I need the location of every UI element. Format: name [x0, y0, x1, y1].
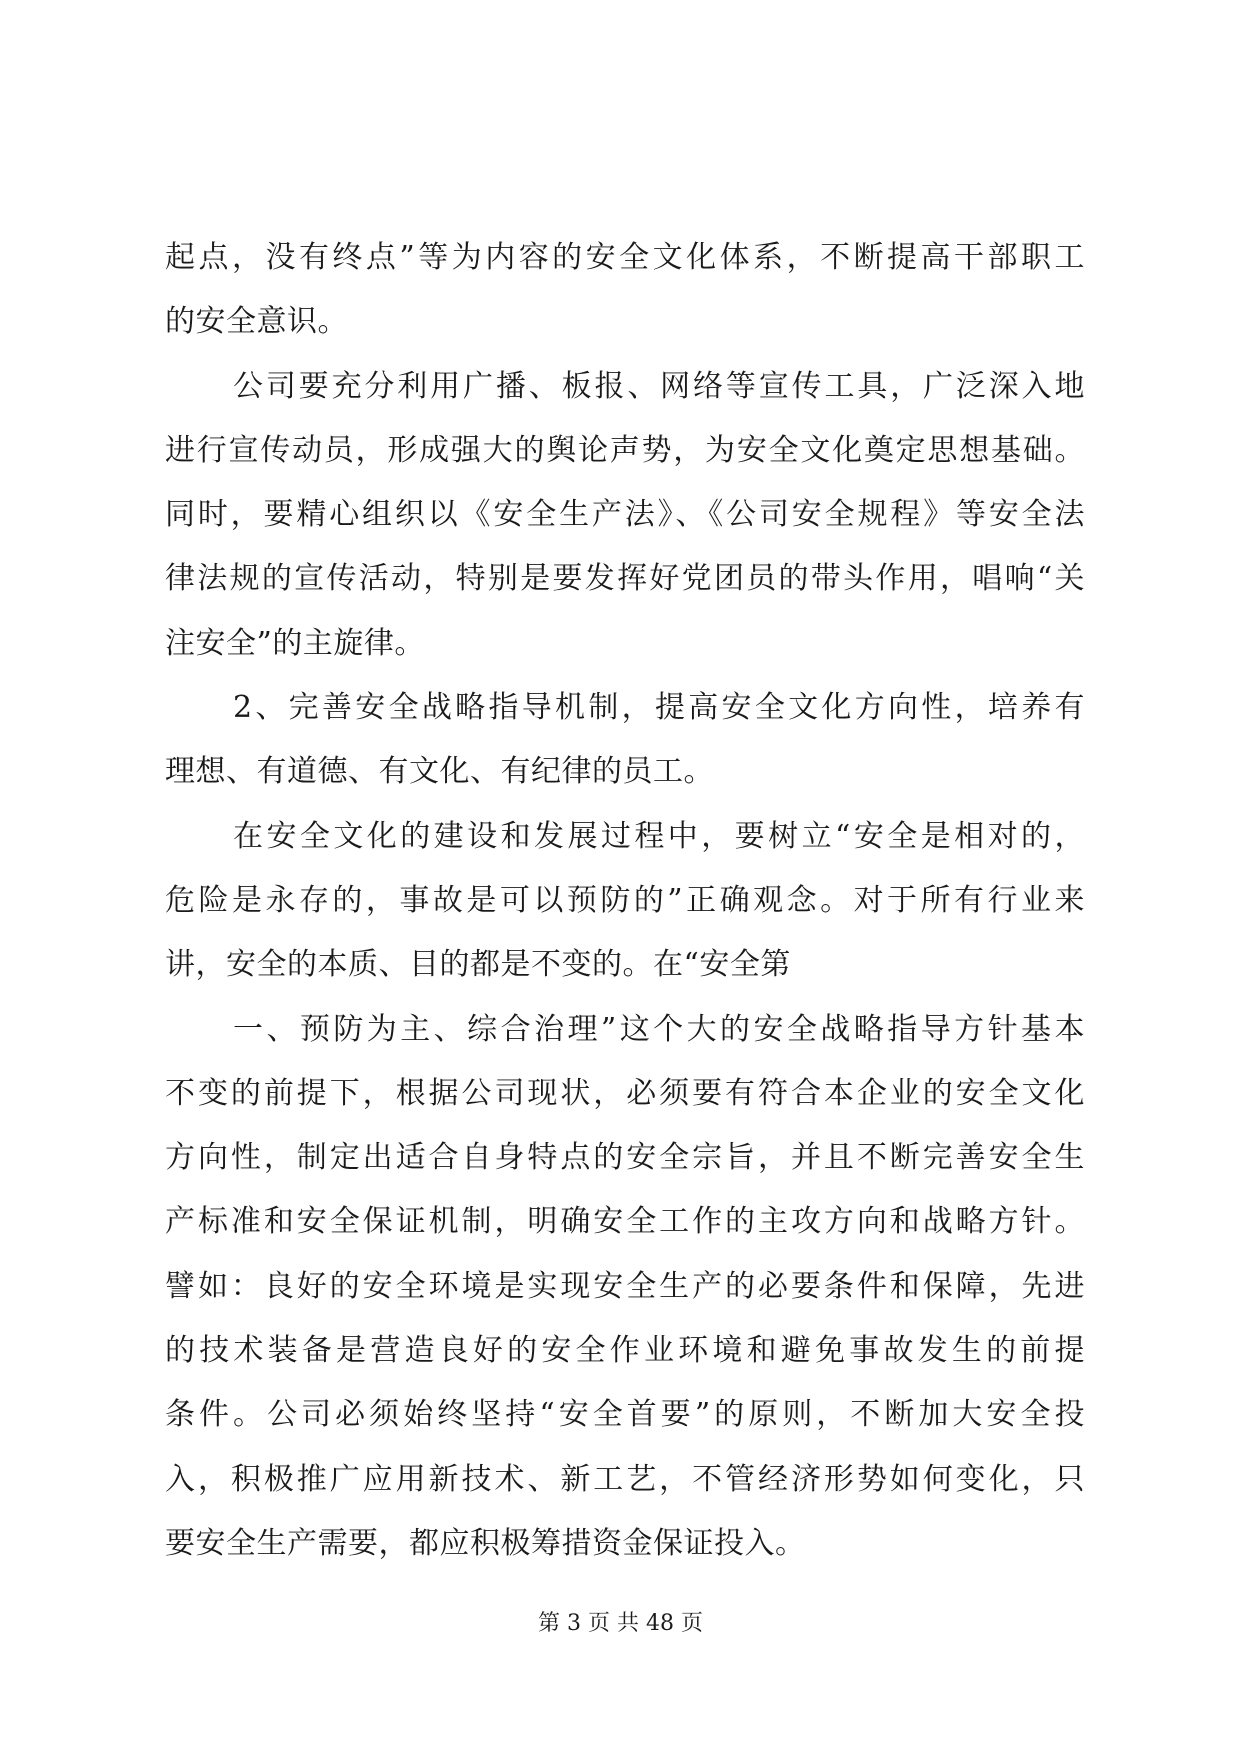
text-line: 2、完善安全战略指导机制，提高安全文化方向性，培养有	[233, 690, 1085, 726]
text-line: 譬如：良好的安全环境是实现安全生产的必要条件和保障，先进	[165, 1268, 1085, 1304]
text-line: 入，积极推广应用新技术、新工艺，不管经济形势如何变化，只	[165, 1461, 1085, 1497]
text-line: 注安全”的主旋律。	[165, 625, 425, 661]
page-footer	[0, 1610, 1241, 1638]
text-line: 同时，要精心组织以《安全生产法》、《公司安全规程》等安全法	[165, 497, 1085, 533]
text-line: 律法规的宣传活动，特别是要发挥好党团员的带头作用，唱响“关	[165, 561, 1085, 597]
text-line: 条件。公司必须始终坚持“安全首要”的原则，不断加大安全投	[165, 1397, 1085, 1433]
text-line: 公司要充分利用广播、板报、网络等宣传工具，广泛深入地	[233, 368, 1085, 404]
text-line: 要安全生产需要，都应积极筹措资金保证投入。	[165, 1525, 806, 1561]
text-line: 讲，安全的本质、目的都是不变的。在“安全第	[165, 947, 791, 983]
text-line: 在安全文化的建设和发展过程中，要树立“安全是相对的，	[233, 818, 1085, 854]
page-number-label: 第 3 页 共 48 页	[538, 1611, 703, 1636]
text-line: 危险是永存的，事故是可以预防的”正确观念。对于所有行业来	[165, 882, 1085, 918]
text-line: 理想、有道德、有文化、有纪律的员工。	[165, 754, 714, 790]
text-line: 进行宣传动员，形成强大的舆论声势，为安全文化奠定思想基础。	[165, 432, 1085, 468]
text-line: 起点，没有终点”等为内容的安全文化体系，不断提高干部职工	[165, 240, 1085, 275]
body-text	[165, 226, 1085, 1576]
text-line: 不变的前提下，根据公司现状，必须要有符合本企业的安全文化	[165, 1075, 1085, 1111]
text-line: 一、预防为主、综合治理”这个大的安全战略指导方针基本	[233, 1011, 1085, 1047]
text-line: 的安全意识。	[165, 304, 348, 340]
text-line: 方向性，制定出适合自身特点的安全宗旨，并且不断完善安全生	[165, 1140, 1085, 1176]
text-line: 产标准和安全保证机制，明确安全工作的主攻方向和战略方针。	[165, 1204, 1085, 1240]
text-line: 的技术装备是营造良好的安全作业环境和避免事故发生的前提	[165, 1333, 1085, 1369]
